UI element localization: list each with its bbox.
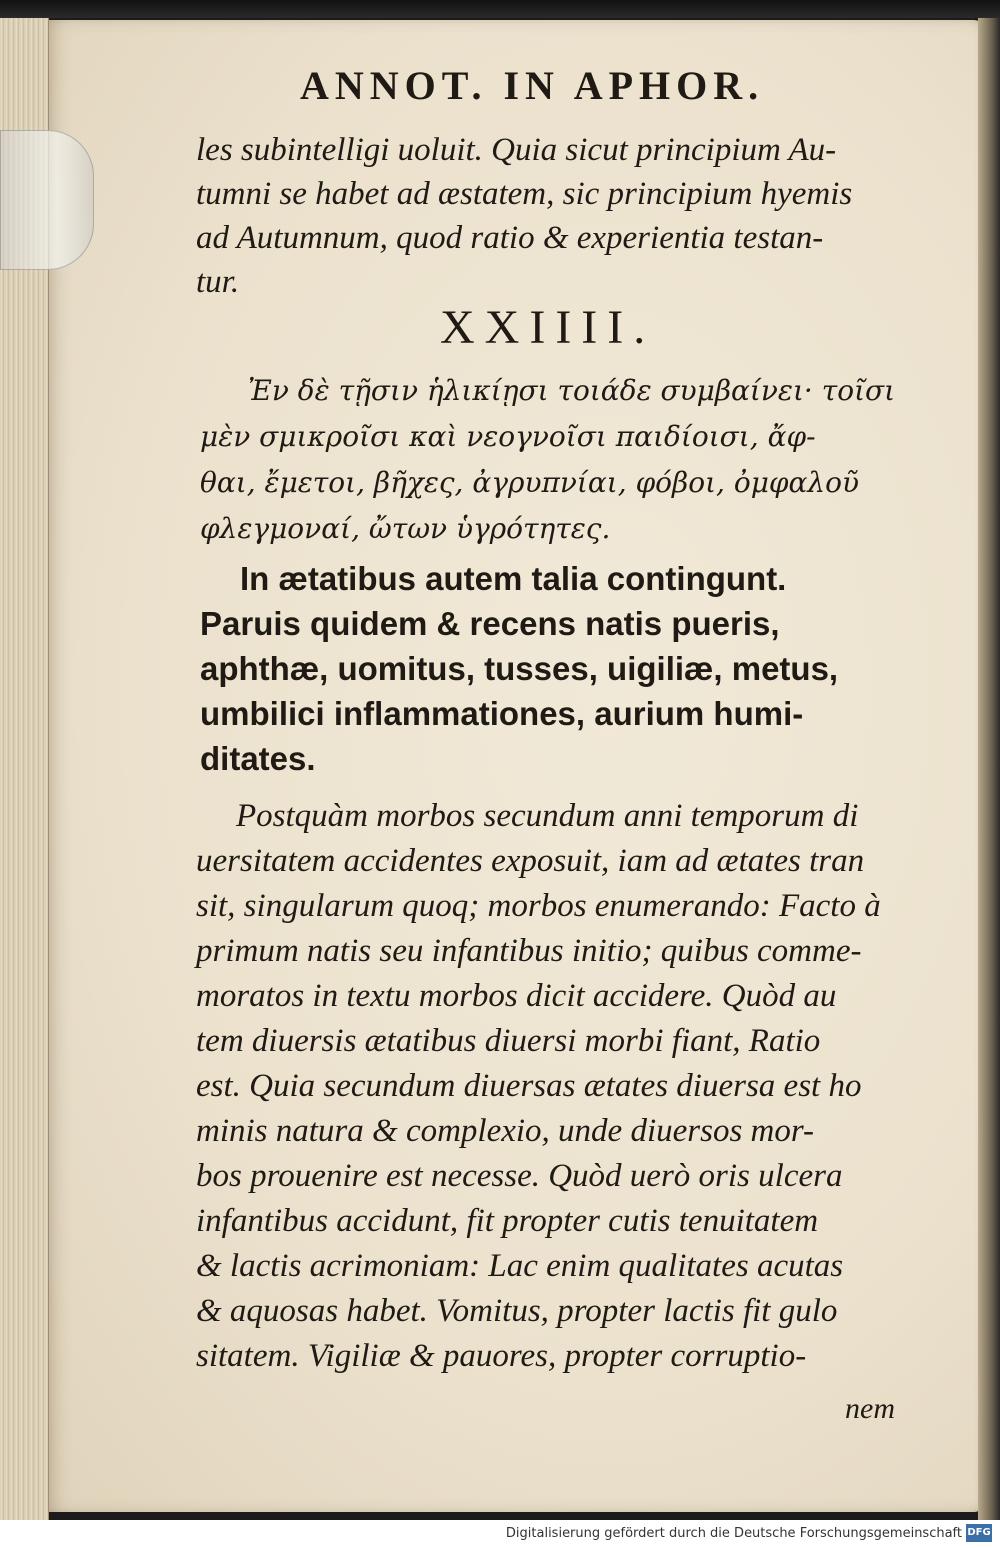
scan-background-top [0, 0, 1000, 18]
greek-line: Ἐν δὲ τῇσιν ἡλικίῃσι τοιάδε συμβαίνει· τοῖσι [248, 374, 896, 407]
commentary-line: Postquàm morbos secundum anni temporum di [236, 798, 859, 834]
catchword: nem [845, 1392, 895, 1425]
latin-line: In ætatibus autem talia contingunt. [240, 560, 787, 597]
greek-line: θαι, ἔμετοι, βῆχες, ἀγρυπνίαι, φόβοι, ὀμφαλοῦ [200, 466, 860, 499]
commentary-line: minis natura & complexio, unde diuersos mor- [196, 1113, 815, 1149]
commentary-line: & aquosas habet. Vomitus, propter lactis fit gulo [196, 1293, 838, 1329]
latin-line: Paruis quidem & recens natis pueris, [200, 605, 780, 642]
commentary-line: tem diuersis ætatibus diuersi morbi fiant, Ratio [196, 1023, 821, 1059]
latin-aphorism [200, 556, 940, 781]
continuation-line: les subintelligi uoluit. Quia sicut principium Au- [196, 132, 837, 168]
commentary-line: primum natis seu infantibus initio; quibus comme- [196, 933, 862, 969]
continuation-text [196, 128, 936, 304]
commentary-line: infantibus accidunt, fit propter cutis tenuitatem [196, 1203, 819, 1239]
digitization-credit: Digitalisierung gefördert durch die Deutsche Forschungsgemeinschaft [505, 1526, 962, 1541]
commentary-line: moratos in textu morbos dicit accidere. Quòd au [196, 978, 837, 1014]
dfg-logo: DFG [966, 1524, 992, 1542]
greek-aphorism [200, 368, 940, 552]
page-clip [0, 130, 94, 270]
continuation-line: ad Autumnum, quod ratio & experientia testan- [196, 220, 824, 256]
commentary-line: est. Quia secundum diuersas ætates diuersa est ho [196, 1068, 862, 1104]
commentary-line: bos prouenire est necesse. Quòd uerò oris ulcera [196, 1158, 843, 1194]
running-header: ANNOT. IN APHOR. [300, 63, 765, 108]
continuation-line: tumni se habet ad æstatem, sic principium hyemis [196, 176, 853, 212]
latin-line: ditates. [200, 740, 316, 777]
book-spine-shadow [978, 18, 1000, 1520]
commentary-line: & lactis acrimoniam: Lac enim qualitates acutas [196, 1248, 844, 1284]
greek-line: φλεγμοναί, ὤτων ὑγρότητες. [200, 512, 611, 545]
aphorism-number: XXIIII. [440, 301, 656, 354]
commentary-line: uersitatem accidentes exposuit, iam ad ætates tran [196, 843, 865, 879]
commentary-line: sit, singularum quoq; morbos enumerando: Facto à [196, 888, 881, 924]
continuation-line: tur. [196, 264, 240, 300]
commentary-line: sitatem. Vigiliæ & pauores, propter corruptio- [196, 1338, 807, 1374]
greek-line: μὲν σμικροῖσι καὶ νεογνοῖσι παιδίοισι, ἄφ- [200, 420, 816, 453]
latin-line: umbilici inflammationes, aurium humi- [200, 695, 804, 732]
latin-line: aphthæ, uomitus, tusses, uigiliæ, metus, [200, 650, 839, 687]
commentary-text [196, 794, 936, 1379]
